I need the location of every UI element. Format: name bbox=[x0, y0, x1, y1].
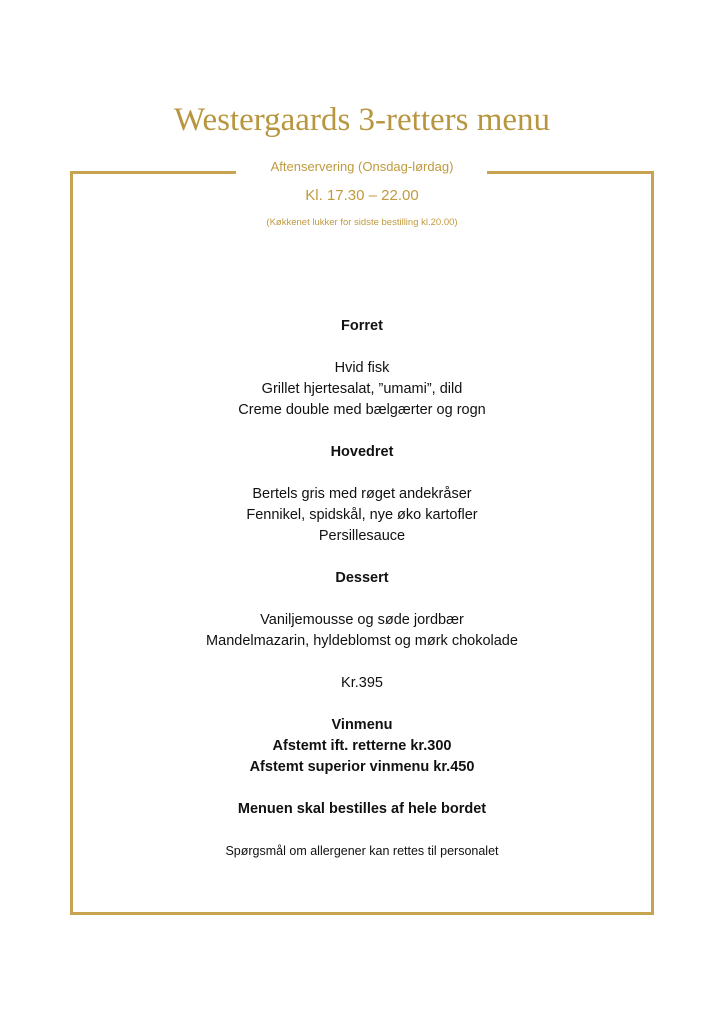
main-line: Bertels gris med røget andekråser bbox=[252, 486, 472, 502]
dessert-line: Mandelmazarin, hyldeblomst og mørk chokolade bbox=[206, 633, 518, 649]
frame-bottom-border bbox=[70, 912, 654, 915]
menu-body bbox=[73, 316, 651, 862]
service-days: Aftenservering (Onsdag-lørdag) bbox=[270, 159, 454, 174]
dessert-heading: Dessert bbox=[335, 570, 389, 586]
starter-line: Creme double med bælgærter og rogn bbox=[238, 402, 486, 418]
menu-price: Kr.395 bbox=[341, 675, 383, 691]
main-line: Persillesauce bbox=[318, 528, 406, 544]
main-heading: Hovedret bbox=[330, 444, 394, 460]
starter-line: Grillet hjertesalat, ”umami”, dild bbox=[261, 381, 463, 397]
whole-table-note: Menuen skal bestilles af hele bordet bbox=[237, 801, 487, 817]
wine-option-superior: Afstemt superior vinmenu kr.450 bbox=[249, 759, 475, 775]
dessert-line: Vaniljemousse og søde jordbær bbox=[260, 612, 464, 628]
wine-heading: Vinmenu bbox=[331, 717, 393, 733]
kitchen-closing-note: (Køkkenet lukker for sidste bestilling kl.20.00) bbox=[266, 217, 458, 228]
starter-heading: Forret bbox=[341, 318, 383, 334]
allergen-note: Spørgsmål om allergener kan rettes til personalet bbox=[225, 844, 499, 858]
menu-title: Westergaards 3-retters menu bbox=[173, 102, 551, 138]
frame-right-border bbox=[651, 171, 654, 915]
starter-line: Hvid fisk bbox=[334, 360, 390, 376]
main-line: Fennikel, spidskål, nye øko kartofler bbox=[246, 507, 478, 523]
service-hours: Kl. 17.30 – 22.00 bbox=[305, 187, 419, 204]
wine-option-matched: Afstemt ift. retterne kr.300 bbox=[272, 738, 452, 754]
